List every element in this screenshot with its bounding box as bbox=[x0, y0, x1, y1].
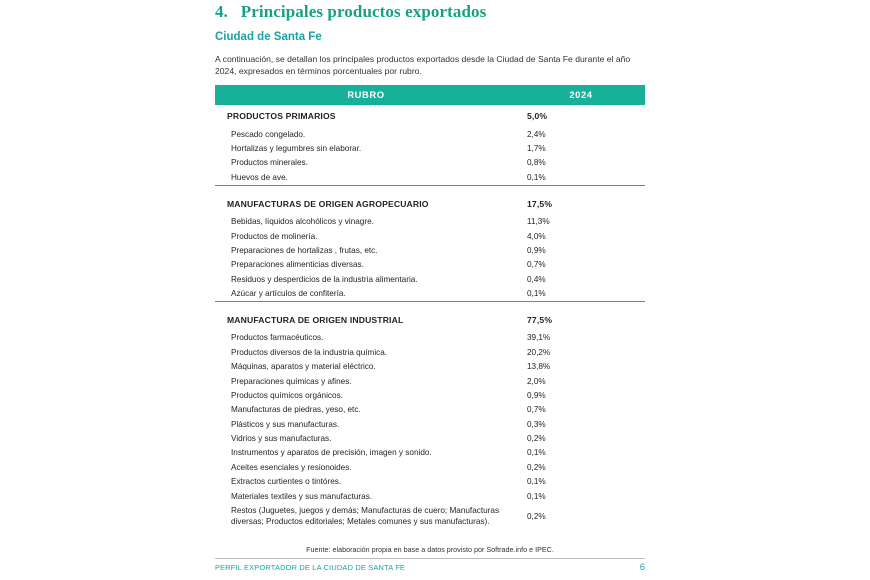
item-value: 0,1% bbox=[527, 172, 546, 182]
item-label: Preparaciones alimenticias diversas. bbox=[231, 260, 364, 270]
item-value: 4,0% bbox=[527, 231, 546, 241]
group-value: 17,5% bbox=[527, 198, 553, 209]
group-value: 5,0% bbox=[527, 111, 548, 121]
item-value: 0,1% bbox=[527, 491, 546, 501]
item-value: 0,1% bbox=[527, 477, 546, 487]
item-value: 11,3% bbox=[527, 217, 550, 227]
item-label: Aceites esenciales y resionoides. bbox=[231, 462, 352, 472]
item-value: 2,0% bbox=[527, 376, 546, 386]
table-row bbox=[215, 417, 645, 431]
table-row bbox=[215, 243, 645, 257]
item-label: Vidrios y sus manufacturas. bbox=[231, 434, 332, 444]
table-row bbox=[215, 374, 645, 388]
export-table bbox=[215, 85, 645, 530]
item-value: 1,7% bbox=[527, 144, 546, 154]
table-row bbox=[215, 127, 645, 141]
item-label: Instrumentos y aparatos de precisión, imagen y sonido. bbox=[231, 448, 432, 458]
table-row bbox=[215, 105, 645, 127]
item-value: 0,2% bbox=[527, 434, 546, 444]
table-row bbox=[215, 272, 645, 286]
item-value: 0,7% bbox=[527, 405, 546, 415]
table-row bbox=[215, 431, 645, 445]
item-value: 13,8% bbox=[527, 362, 551, 372]
intro-paragraph: A continuación, se detallan los principales productos exportados desde la Ciudad de Santa Fe durante el año 2024, expresados en términos porcentuales por rubro. bbox=[215, 54, 631, 77]
page-number: 6 bbox=[639, 562, 645, 573]
item-value: 0,2% bbox=[527, 462, 546, 472]
table-row bbox=[215, 403, 645, 417]
item-value: 0,9% bbox=[527, 390, 546, 400]
footer-document-title: PERFIL EXPORTADOR DE LA CIUDAD DE SANTA FE bbox=[215, 563, 406, 572]
item-label: Pescado congelado. bbox=[231, 129, 306, 139]
item-label: Azúcar y artículos de confitería. bbox=[231, 289, 346, 299]
section-subtitle: Ciudad de Santa Fe bbox=[215, 31, 322, 43]
item-label: Preparaciones de hortalizas , frutas, etc. bbox=[231, 245, 378, 255]
item-label: Hortalizas y legumbres sin elaborar. bbox=[231, 144, 362, 154]
export-table-container bbox=[215, 85, 645, 530]
table-row bbox=[215, 156, 645, 170]
table-row bbox=[215, 345, 645, 359]
table-row bbox=[215, 503, 645, 530]
section-number: 4. bbox=[215, 2, 228, 21]
table-row bbox=[215, 475, 645, 489]
item-label: Máquinas, aparatos y material eléctrico. bbox=[231, 362, 376, 372]
item-value: 0,2% bbox=[527, 512, 546, 522]
item-label: Productos minerales. bbox=[231, 158, 308, 168]
item-label: Plásticos y sus manufacturas. bbox=[231, 419, 340, 429]
item-label: Bebidas, líquidos alcohólicos y vinagre. bbox=[231, 217, 374, 227]
item-value: 0,9% bbox=[527, 245, 546, 255]
table-row bbox=[215, 215, 645, 229]
table-row bbox=[215, 446, 645, 460]
item-value: 20,2% bbox=[527, 347, 551, 357]
item-label: Extractos curtientes o tintóres. bbox=[231, 477, 342, 487]
document-header bbox=[215, 0, 645, 78]
item-value: 0,1% bbox=[527, 289, 546, 299]
table-header bbox=[215, 85, 645, 105]
table-row bbox=[215, 309, 645, 331]
item-label: Residuos y desperdicios de la industria alimentaria. bbox=[231, 274, 418, 284]
table-row bbox=[215, 193, 645, 215]
table-row bbox=[215, 388, 645, 402]
source-note: Fuente: elaboración propia en base a datos provisto por Softrade.info e IPEC. bbox=[306, 545, 554, 554]
item-label: Preparaciones químicas y afines. bbox=[231, 376, 352, 386]
table-row bbox=[215, 141, 645, 155]
item-label: Productos químicos orgánicos. bbox=[231, 390, 343, 400]
group-value: 77,5% bbox=[527, 314, 553, 325]
group-label: PRODUCTOS PRIMARIOS bbox=[227, 111, 336, 121]
group-label: MANUFACTURA DE ORIGEN INDUSTRIAL bbox=[227, 314, 404, 325]
table-row bbox=[215, 360, 645, 374]
page-title bbox=[215, 2, 645, 22]
item-value: 39,1% bbox=[527, 333, 551, 343]
group-label: MANUFACTURAS DE ORIGEN AGROPECUARIO bbox=[227, 198, 429, 209]
item-value: 0,4% bbox=[527, 274, 546, 284]
item-value: 2,4% bbox=[527, 129, 546, 139]
item-label: Materiales textiles y sus manufacturas. bbox=[231, 491, 373, 501]
item-label: Productos de molinería. bbox=[231, 231, 318, 241]
table-row bbox=[215, 170, 645, 184]
page-footer bbox=[215, 562, 645, 573]
item-label: Productos diversos de la industria química. bbox=[231, 347, 388, 357]
table-row bbox=[215, 229, 645, 243]
row-spacer bbox=[215, 185, 645, 193]
item-label: Huevos de ave. bbox=[231, 172, 288, 182]
column-header-rubro: RUBRO bbox=[215, 85, 517, 105]
table-body bbox=[215, 105, 645, 530]
table-row bbox=[215, 258, 645, 272]
item-label: Manufacturas de piedras, yeso, etc. bbox=[231, 405, 361, 415]
item-value: 0,8% bbox=[527, 158, 546, 168]
item-label: Restos (Juguetes, juegos y demás; Manufacturas de cuero; Manufacturas diversas; Productos editoriales; Metales comunes y sus manufacturas). bbox=[231, 505, 500, 526]
item-value: 0,1% bbox=[527, 448, 546, 458]
table-header-row bbox=[215, 85, 645, 105]
item-label: Productos farmacéuticos. bbox=[231, 333, 324, 343]
table-row bbox=[215, 286, 645, 300]
table-row bbox=[215, 489, 645, 503]
section-title: Principales productos exportados bbox=[240, 2, 487, 21]
table-row bbox=[215, 460, 645, 474]
table-row bbox=[215, 331, 645, 345]
footer-divider bbox=[215, 558, 645, 559]
row-spacer bbox=[215, 301, 645, 309]
item-value: 0,3% bbox=[527, 419, 546, 429]
item-value: 0,7% bbox=[527, 260, 546, 270]
column-header-year: 2024 bbox=[517, 85, 645, 105]
